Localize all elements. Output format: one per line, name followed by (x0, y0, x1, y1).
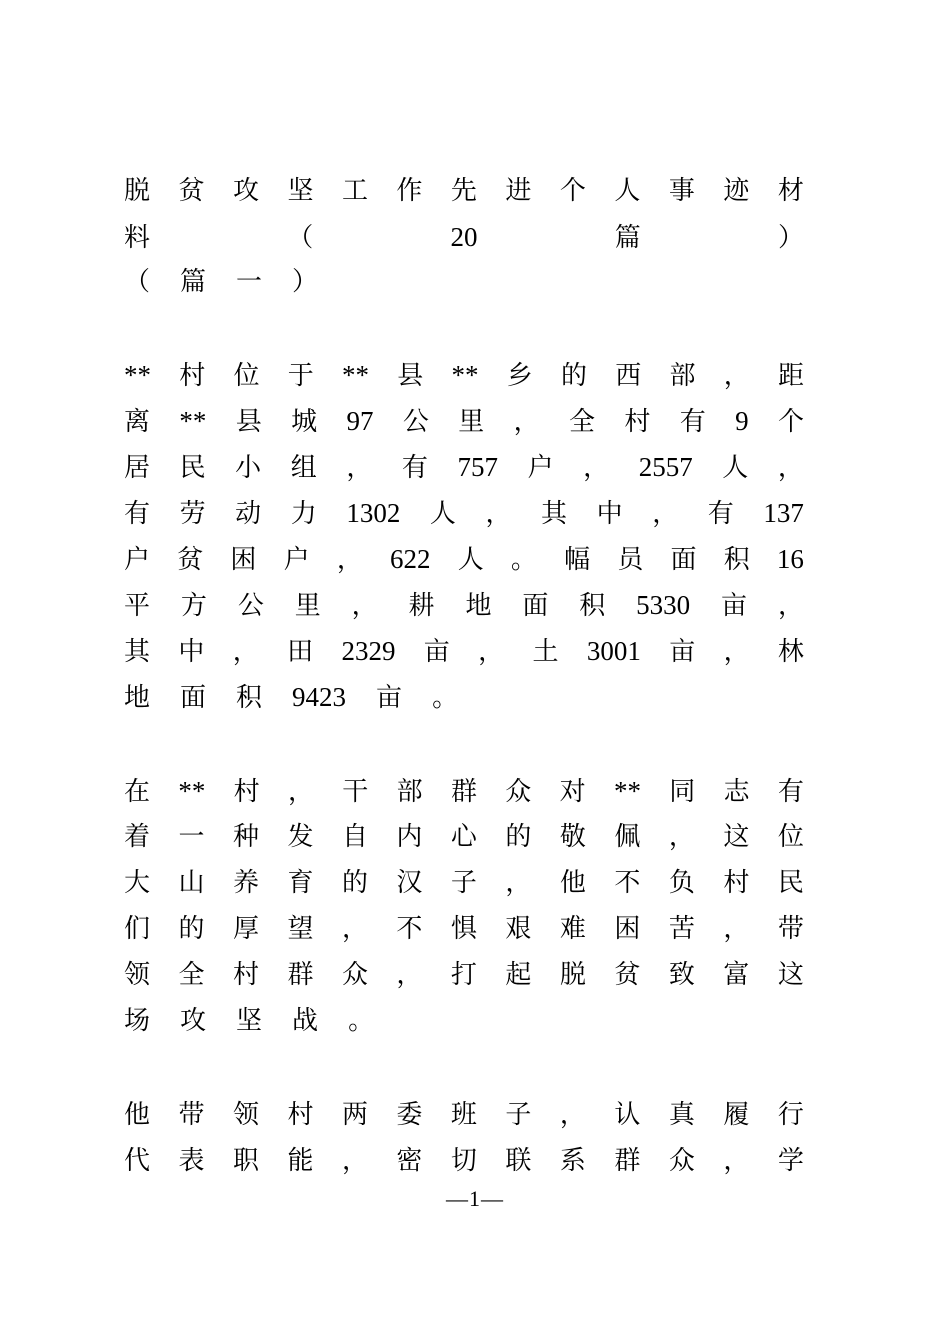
text-token: 敬 (559, 822, 586, 852)
text-token: 厚 (232, 914, 259, 944)
text-token: 篇 (180, 267, 207, 297)
text-token: 苦 (668, 914, 695, 944)
text-token: 战 (292, 1006, 319, 1036)
text-token: 全 (178, 960, 205, 990)
text-token: ， (336, 545, 363, 575)
text-token: 贫 (178, 176, 205, 206)
text-token: （ (124, 267, 151, 297)
text-line (124, 259, 804, 305)
text-token: 力 (290, 499, 317, 529)
text-token: 耕 (408, 591, 435, 621)
text-token: 。 (348, 1006, 375, 1036)
text-token: 地 (124, 683, 151, 713)
text-token: 地 (465, 591, 492, 621)
text-token: 攻 (180, 1006, 207, 1036)
text-token: 县 (235, 407, 262, 437)
text-token: 面 (670, 545, 697, 575)
text-token: 领 (232, 1100, 259, 1130)
text-token: 20 (450, 222, 478, 252)
text-token: 他 (559, 868, 586, 898)
text-token: 有 (777, 777, 804, 807)
text-token: 材 (777, 176, 804, 206)
text-line (124, 1138, 804, 1184)
text-token: 有 (401, 453, 428, 483)
text-token: 众 (668, 1146, 695, 1176)
text-line (124, 536, 804, 582)
text-line (124, 444, 804, 490)
text-token: 密 (396, 1146, 423, 1176)
text-token: 进 (505, 176, 532, 206)
text-token: 平 (124, 591, 151, 621)
text-token: 其 (541, 499, 568, 529)
text-token: 汉 (396, 868, 423, 898)
text-token: 望 (287, 914, 314, 944)
text-token: 亩 (423, 637, 450, 667)
text-token: 137 (763, 498, 804, 528)
text-token: 村 (233, 777, 260, 807)
text-token: 部 (396, 777, 423, 807)
text-token: 群 (450, 777, 477, 807)
text-token: 村 (179, 361, 206, 391)
text-token: 脱 (124, 176, 151, 206)
text-token: 3001 (586, 636, 641, 666)
text-token: 自 (341, 822, 368, 852)
text-token: 16 (776, 544, 804, 574)
text-token: 这 (723, 822, 750, 852)
text-token: 部 (669, 361, 696, 391)
text-token: 劳 (179, 499, 206, 529)
text-token: 同 (669, 777, 696, 807)
text-token: ， (652, 499, 679, 529)
text-token: 公 (237, 591, 264, 621)
text-token: 5330 (636, 590, 691, 620)
text-token: 不 (396, 914, 423, 944)
text-token: 其 (124, 637, 151, 667)
text-token: 的 (178, 914, 205, 944)
text-token: 城 (291, 407, 318, 437)
text-token: 委 (396, 1100, 423, 1130)
text-token: 一 (178, 822, 205, 852)
text-token: 不 (614, 868, 641, 898)
text-token: ， (583, 453, 610, 483)
text-token: 位 (233, 361, 260, 391)
text-token: 有 (124, 499, 151, 529)
text-line (124, 860, 804, 906)
text-token: 难 (559, 914, 586, 944)
text-token: 真 (668, 1100, 695, 1130)
text-token: 。 (432, 683, 459, 713)
text-token: ， (777, 453, 804, 483)
text-token: 履 (723, 1100, 750, 1130)
page-number: —1— (446, 1186, 504, 1211)
text-token: 2329 (341, 636, 396, 666)
text-token: ** (124, 360, 151, 390)
text-token: 亩 (376, 683, 403, 713)
text-token: 积 (723, 545, 750, 575)
text-token: ） (777, 223, 804, 253)
text-line (124, 352, 804, 398)
text-token: 村 (723, 868, 750, 898)
text-line (124, 674, 804, 720)
text-token: 人 (614, 176, 641, 206)
text-token: 先 (450, 176, 477, 206)
text-token: 一 (236, 267, 263, 297)
text-token: 困 (230, 545, 257, 575)
text-token: 学 (777, 1146, 804, 1176)
text-token: 。 (510, 545, 537, 575)
text-token: 民 (179, 453, 206, 483)
text-token: 贫 (177, 545, 204, 575)
text-token: ， (668, 822, 695, 852)
text-token: 众 (505, 777, 532, 807)
text-token: 积 (236, 683, 263, 713)
text-token: 发 (287, 822, 314, 852)
text-token: 离 (124, 407, 151, 437)
text-line (124, 398, 804, 444)
text-token: 代 (124, 1146, 151, 1176)
text-token: 干 (342, 777, 369, 807)
text-token: 林 (777, 637, 804, 667)
text-token: 里 (458, 407, 485, 437)
text-token: 工 (341, 176, 368, 206)
text-token: 子 (450, 868, 477, 898)
text-token: 中 (596, 499, 623, 529)
text-token: ** (451, 360, 479, 390)
text-token: 位 (777, 822, 804, 852)
text-token: 心 (450, 822, 477, 852)
text-token: 有 (679, 407, 706, 437)
text-token: 事 (668, 176, 695, 206)
text-line (124, 998, 804, 1044)
text-token: ， (478, 637, 505, 667)
text-token: 坚 (236, 1006, 263, 1036)
text-token: ， (559, 1100, 586, 1130)
text-token: 着 (124, 822, 151, 852)
text-token: 惧 (450, 914, 477, 944)
text-token: 全 (568, 407, 595, 437)
text-token: 的 (505, 822, 532, 852)
text-token: 切 (450, 1146, 477, 1176)
text-token: 户 (283, 545, 310, 575)
paragraph-3 (124, 1092, 804, 1184)
text-token: 居 (124, 453, 151, 483)
text-token: 622 (390, 544, 431, 574)
text-token: 富 (723, 960, 750, 990)
text-token: 两 (341, 1100, 368, 1130)
text-token: ， (396, 960, 423, 990)
text-line (124, 952, 804, 998)
text-line (124, 768, 804, 814)
text-token: 能 (287, 1146, 314, 1176)
text-token: ， (723, 1146, 750, 1176)
text-token: 群 (614, 1146, 641, 1176)
text-token: 户 (527, 453, 554, 483)
text-token: 面 (522, 591, 549, 621)
text-token: 个 (777, 407, 804, 437)
text-token: 众 (341, 960, 368, 990)
text-token: 中 (178, 637, 205, 667)
text-token: 坚 (287, 176, 314, 206)
text-token: ** (178, 776, 206, 806)
text-token: 系 (559, 1146, 586, 1176)
text-token: 方 (180, 591, 207, 621)
text-token: 人 (429, 499, 456, 529)
text-token: 子 (505, 1100, 532, 1130)
text-line (124, 814, 804, 860)
text-line (124, 168, 804, 214)
text-token: 志 (723, 777, 750, 807)
text-token: 带 (178, 1100, 205, 1130)
document-subtitle (124, 259, 804, 305)
text-token: 困 (614, 914, 641, 944)
text-token: ， (505, 868, 532, 898)
text-token: 艰 (505, 914, 532, 944)
text-token: 土 (532, 637, 559, 667)
text-token: 田 (287, 637, 314, 667)
text-token: 民 (777, 868, 804, 898)
text-line (124, 582, 804, 628)
text-token: 动 (235, 499, 262, 529)
text-token: 带 (777, 914, 804, 944)
text-token: 1302 (346, 498, 401, 528)
text-token: 贫 (614, 960, 641, 990)
document-title (124, 168, 804, 260)
text-token: 表 (178, 1146, 205, 1176)
text-token: 面 (180, 683, 207, 713)
text-token: 村 (232, 960, 259, 990)
text-token: 97 (346, 406, 374, 436)
text-token: 积 (579, 591, 606, 621)
text-token: 养 (232, 868, 259, 898)
text-line (124, 214, 804, 260)
text-token: ， (723, 914, 750, 944)
text-token: 打 (450, 960, 477, 990)
text-token: 这 (777, 960, 804, 990)
text-token: 山 (178, 868, 205, 898)
text-token: 场 (124, 1006, 151, 1036)
text-token: 的 (560, 361, 587, 391)
text-token: 幅 (564, 545, 591, 575)
text-token: 联 (505, 1146, 532, 1176)
text-token: ， (723, 637, 750, 667)
text-token: ， (485, 499, 512, 529)
text-token: 组 (290, 453, 317, 483)
text-token: 篇 (614, 223, 641, 253)
text-token: 认 (614, 1100, 641, 1130)
text-token: 们 (124, 914, 151, 944)
text-token: 料 (124, 223, 151, 253)
text-token: 攻 (232, 176, 259, 206)
text-token: 人 (722, 453, 749, 483)
text-token: 县 (397, 361, 424, 391)
text-token: 西 (615, 361, 642, 391)
text-token: ， (341, 914, 368, 944)
text-token: 的 (341, 868, 368, 898)
text-token: 村 (287, 1100, 314, 1130)
text-token: 领 (124, 960, 151, 990)
paragraph-2 (124, 768, 804, 1044)
text-token: 育 (287, 868, 314, 898)
text-token: ， (287, 777, 314, 807)
text-token: 村 (624, 407, 651, 437)
text-token: ** (179, 406, 207, 436)
text-token: 户 (124, 545, 151, 575)
text-token: 亩 (721, 591, 748, 621)
text-token: 脱 (559, 960, 586, 990)
text-token: 乡 (506, 361, 533, 391)
text-token: 于 (287, 361, 314, 391)
text-token: 他 (124, 1100, 151, 1130)
text-token: ** (613, 776, 641, 806)
text-token: 9423 (292, 682, 347, 712)
text-token: 起 (505, 960, 532, 990)
text-token: 个 (559, 176, 586, 206)
text-token: ， (346, 453, 373, 483)
text-token: 亩 (669, 637, 696, 667)
text-line (124, 628, 804, 674)
text-token: 距 (777, 361, 804, 391)
text-token: 员 (617, 545, 644, 575)
text-token: 班 (450, 1100, 477, 1130)
text-token: ， (351, 591, 378, 621)
text-token: ） (292, 267, 319, 297)
text-token: 迹 (723, 176, 750, 206)
text-token: 对 (559, 777, 586, 807)
text-token: 里 (294, 591, 321, 621)
text-token: 负 (668, 868, 695, 898)
text-token: 757 (457, 452, 498, 482)
text-token: 种 (232, 822, 259, 852)
text-token: 9 (735, 406, 749, 436)
text-token: 公 (402, 407, 429, 437)
text-token: 大 (124, 868, 151, 898)
text-token: ** (341, 360, 369, 390)
paragraph-1 (124, 352, 804, 720)
text-token: 群 (287, 960, 314, 990)
text-token: 人 (457, 545, 484, 575)
text-token: ， (513, 407, 540, 437)
text-line (124, 906, 804, 952)
text-token: ， (341, 1146, 368, 1176)
text-token: （ (287, 223, 314, 253)
text-token: ， (723, 361, 750, 391)
text-token: 有 (707, 499, 734, 529)
text-line (124, 490, 804, 536)
text-token: ， (232, 637, 259, 667)
text-token: 致 (668, 960, 695, 990)
text-token: 佩 (614, 822, 641, 852)
text-token: 行 (777, 1100, 804, 1130)
text-token: 职 (232, 1146, 259, 1176)
text-token: 内 (396, 822, 423, 852)
text-token: 在 (124, 777, 151, 807)
text-token: 作 (396, 176, 423, 206)
text-line (124, 1092, 804, 1138)
text-token: ， (777, 591, 804, 621)
text-token: 小 (235, 453, 262, 483)
text-token: 2557 (638, 452, 693, 482)
